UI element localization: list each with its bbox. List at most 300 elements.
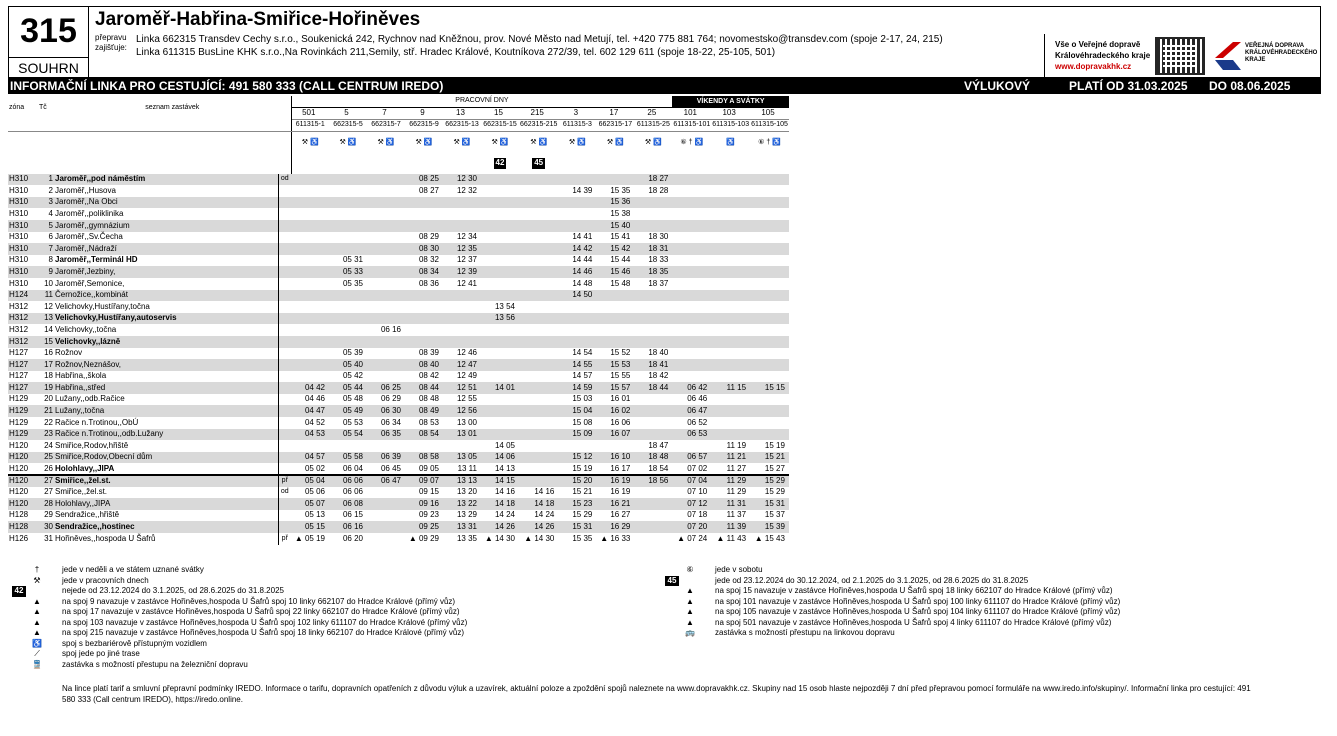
departure-time <box>634 290 672 302</box>
legend-symbol: ⑥ <box>686 565 694 574</box>
zone: H312 <box>8 313 38 325</box>
departure-time: 15 23 <box>558 498 596 510</box>
departure-time: 16 02 <box>596 405 634 417</box>
trip-code: 662315-215 <box>519 120 558 132</box>
stop-index: 1 <box>38 174 54 186</box>
note-box: 45 <box>534 158 544 168</box>
stop-name <box>54 498 278 510</box>
departure-time: 07 18 <box>687 510 708 520</box>
legend-item <box>12 618 467 629</box>
trip-code: 662315-7 <box>367 120 405 132</box>
trip-symbols: ⚒ ♿ <box>644 138 662 146</box>
legend-item <box>12 565 467 576</box>
departure-time: 07 10 <box>687 487 708 497</box>
departure-time <box>750 208 789 220</box>
legend-item <box>12 576 467 587</box>
arr-dep-flag <box>278 521 291 533</box>
departure-time <box>634 498 672 510</box>
trip-note <box>481 154 519 174</box>
departure-time <box>443 324 481 336</box>
departure-time: 05 44 <box>329 382 367 394</box>
arr-dep-flag <box>278 220 291 232</box>
departure-time: 15 42 <box>596 243 634 255</box>
arr-dep-flag <box>278 452 291 464</box>
departure-time <box>291 278 329 290</box>
stop-index: 31 <box>44 533 53 543</box>
departure-time: 04 42 <box>291 382 329 394</box>
table-row <box>8 348 789 360</box>
table-row <box>8 278 789 290</box>
departure-time <box>291 290 329 302</box>
legend-item <box>665 576 1120 587</box>
departure-time <box>367 301 405 313</box>
departure-time <box>750 290 789 302</box>
table-row <box>8 498 789 510</box>
table-row <box>8 440 789 452</box>
departure-time <box>291 371 329 383</box>
arr-dep-flag <box>278 243 291 255</box>
departure-time <box>367 255 405 267</box>
departure-time: 14 48 <box>572 278 593 288</box>
departure-time: 14 57 <box>572 371 593 381</box>
stop-name-text: Smiřice,,žel.st. <box>55 487 108 497</box>
departure-time: 07 04 <box>672 475 711 487</box>
table-row <box>8 174 789 186</box>
departure-time <box>711 197 750 209</box>
departure-time: 08 30 <box>405 243 443 255</box>
stop-name <box>54 232 278 244</box>
stop-index: 18 <box>44 371 53 381</box>
departure-time <box>634 208 672 220</box>
trip-code: 662315-13 <box>443 120 481 132</box>
departure-time: 06 29 <box>380 394 401 404</box>
trip-note <box>558 154 596 174</box>
departure-time <box>711 371 750 383</box>
departure-time <box>519 185 558 197</box>
stop-index: 13 <box>38 313 54 325</box>
arr-dep-flag <box>278 266 291 278</box>
departure-time: 11 37 <box>726 510 747 520</box>
arr-dep-flag <box>278 510 291 522</box>
departure-time: 14 05 <box>494 440 515 450</box>
departure-time: 15 46 <box>596 266 634 278</box>
departure-time: 18 47 <box>648 440 669 450</box>
stop-name-text: Smiřice,Rodov,hřiště <box>55 440 129 450</box>
departure-time <box>291 197 329 209</box>
carrier-label: přepravu zajišťuje: <box>95 33 127 52</box>
departure-time <box>711 208 750 220</box>
departure-time: 16 06 <box>610 417 631 427</box>
departure-time <box>672 359 711 371</box>
departure-time: 08 48 <box>418 394 439 404</box>
departure-time <box>750 278 789 290</box>
departure-time <box>672 220 711 232</box>
qr-code-icon <box>1155 37 1205 75</box>
stop-name-text: Lužany,,točna <box>55 406 105 416</box>
departure-time: ▲ 14 30 <box>484 533 515 543</box>
departure-time: 14 26 <box>481 521 519 533</box>
departure-time: 14 39 <box>572 185 593 195</box>
zone: H120 <box>9 487 29 497</box>
stop-name-text: Račice n.Trotinou,,odb.Lužany <box>55 429 164 439</box>
trip-note <box>329 154 367 174</box>
trip-symbols: ♿ <box>726 138 736 146</box>
departure-time <box>519 255 558 267</box>
legend-text: zastávka s možností přestupu na linkovou dopravu <box>715 628 895 637</box>
departure-time: 12 47 <box>443 359 481 371</box>
legend-item <box>665 628 1120 639</box>
trip-symbols: ⚒ ♿ <box>491 138 509 146</box>
zone: H127 <box>8 359 38 371</box>
stop-name <box>54 394 278 406</box>
legend-symbol: ⟋ <box>34 649 40 658</box>
departure-time <box>367 278 405 290</box>
stop-name <box>54 266 278 278</box>
departure-time <box>329 301 367 313</box>
departure-time: 18 48 <box>634 452 672 464</box>
departure-time: 05 06 <box>304 487 325 497</box>
departure-time <box>481 174 519 186</box>
arr-dep-flag: od <box>278 174 291 186</box>
stop-name <box>54 429 278 441</box>
legend-symbol: ▲ <box>33 596 41 606</box>
legend-item <box>665 586 1120 597</box>
legend-item <box>665 565 1120 576</box>
table-row <box>8 266 789 278</box>
stop-index: 14 <box>44 324 53 334</box>
departure-time: 15 35 <box>610 185 631 195</box>
departure-time <box>291 324 329 336</box>
legend-text: spoj jede po jiné trase <box>62 649 140 658</box>
departure-time <box>291 255 329 267</box>
legend-symbol: 🚌 <box>685 628 695 637</box>
departure-time <box>750 324 789 336</box>
departure-time: 06 08 <box>329 498 367 510</box>
arr-dep-flag <box>278 255 291 267</box>
legend-item <box>665 618 1120 629</box>
departure-time: 04 53 <box>291 429 329 441</box>
stop-index: 5 <box>38 220 54 232</box>
stop-index: 19 <box>38 382 54 394</box>
departure-time: 06 06 <box>342 487 363 497</box>
departure-time: 18 54 <box>648 463 669 473</box>
departure-time <box>750 232 789 244</box>
zone: H126 <box>9 533 29 543</box>
table-row <box>8 185 789 197</box>
departure-time <box>519 382 558 394</box>
zone: H310 <box>8 243 38 255</box>
arr-dep-flag <box>278 197 291 209</box>
departure-time <box>672 336 711 348</box>
stop-name-text: Habřina,,střed <box>55 382 106 392</box>
departure-time: 08 36 <box>418 278 439 288</box>
zone: H312 <box>9 301 29 311</box>
departure-time <box>750 220 789 232</box>
legend-item <box>12 607 467 618</box>
trip-number: 105 <box>750 108 789 120</box>
departure-time: 08 44 <box>405 382 443 394</box>
arr-dep-flag <box>278 405 291 417</box>
trip-symbols: ⚒ ♿ <box>530 138 548 146</box>
departure-time: 18 42 <box>648 371 669 381</box>
departure-time: 15 38 <box>610 208 631 218</box>
departure-time: 11 29 <box>711 475 750 487</box>
departure-time <box>329 313 367 325</box>
arr-dep-flag <box>278 232 291 244</box>
departure-time <box>443 336 481 348</box>
departure-time: 14 01 <box>481 382 519 394</box>
departure-time: 15 27 <box>764 463 785 473</box>
zone: H120 <box>9 440 29 450</box>
departure-time <box>558 440 596 452</box>
departure-time <box>481 232 519 244</box>
departure-time: 05 04 <box>291 475 329 487</box>
table-row <box>8 521 789 533</box>
departure-time: 06 16 <box>380 324 401 334</box>
stop-name-text: Jaroměř,,gymnázium <box>55 220 130 230</box>
departure-time <box>672 185 711 197</box>
departure-time <box>672 301 711 313</box>
stop-index: 7 <box>38 243 54 255</box>
departure-time: 15 31 <box>750 498 789 510</box>
arr-dep-flag <box>278 336 291 348</box>
departure-time <box>750 255 789 267</box>
departure-time: 11 31 <box>711 498 750 510</box>
departure-time <box>367 220 405 232</box>
departure-time <box>519 394 558 406</box>
departure-time <box>634 417 672 429</box>
departure-time: 15 12 <box>558 452 596 464</box>
departure-time <box>291 440 329 452</box>
departure-time <box>711 313 750 325</box>
trip-number: 9 <box>405 108 443 120</box>
departure-time <box>596 336 634 348</box>
zone: H310 <box>9 232 29 242</box>
departure-time: 14 26 <box>519 521 558 533</box>
stop-name <box>54 197 278 209</box>
legend-text: spoj s bezbariérově přístupným vozidlem <box>62 638 207 648</box>
stop-name <box>54 475 278 487</box>
stop-name-text: Jaroměř,,poliklinika <box>55 208 124 218</box>
summary-label: SOUHRN <box>9 57 89 78</box>
departure-time <box>443 208 481 220</box>
line-number: 315 <box>9 7 89 57</box>
zone: H310 <box>8 197 38 209</box>
departure-time <box>711 290 750 302</box>
departure-time <box>596 324 634 336</box>
departure-time <box>481 429 519 441</box>
departure-time <box>519 405 558 417</box>
trip-symbols: ⚒ ♿ <box>606 138 624 146</box>
trip-symbols: ⑥ † ♿ <box>758 138 781 146</box>
departure-time: 16 21 <box>596 498 634 510</box>
stop-name-text: Holohlavy,,JIPA <box>55 463 115 473</box>
departure-time: 15 09 <box>558 429 596 441</box>
departure-time <box>634 336 672 348</box>
departure-time <box>672 232 711 244</box>
departure-time: 15 39 <box>750 521 789 533</box>
stop-name-text: Jaroměř,,Husova <box>55 185 116 195</box>
zone: H127 <box>8 382 38 394</box>
legend-text: jede od 23.12.2024 do 30.12.2024, od 2.1.2025 do 3.1.2025, od 28.6.2025 do 31.8.2025 <box>715 575 1029 585</box>
table-row <box>8 394 789 406</box>
departure-time: 04 57 <box>291 452 329 464</box>
arr-dep-flag <box>278 440 291 452</box>
table-row <box>8 255 789 267</box>
legend-text: na spoj 501 navazuje v zastávce Hořiněves,hospoda U Šafrů spoj 4 linky 611107 do Hradce Králové (přímý vůz) <box>715 617 1112 627</box>
departure-time <box>672 174 711 186</box>
departure-time <box>711 174 750 186</box>
legend-text: jede v sobotu <box>715 565 763 574</box>
departure-time: 05 54 <box>329 429 367 441</box>
departure-time: 13 22 <box>443 498 481 510</box>
legend-text: na spoj 105 navazuje v zastávce Hořiněves,hospoda U Šafrů spoj 104 linky 611107 do Hradce Králové (přímý vůz) <box>715 607 1121 616</box>
departure-time: 18 30 <box>648 232 669 242</box>
logo-line-3: KRAJE <box>1245 57 1266 63</box>
table-row <box>8 533 789 545</box>
legend-text: na spoj 101 navazuje v zastávce Hořiněves,hospoda U Šafrů spoj 100 linky 611107 do Hradce Králové (přímý vůz) <box>715 596 1121 606</box>
departure-time: 05 40 <box>329 359 367 371</box>
departure-time: 12 30 <box>443 174 481 186</box>
stop-name <box>54 405 278 417</box>
departure-time: 07 02 <box>687 463 708 473</box>
stop-index: 20 <box>44 394 53 404</box>
table-row <box>8 313 789 325</box>
departure-time <box>519 417 558 429</box>
departure-time: 18 28 <box>648 185 669 195</box>
stop-name-text: Sendražice,,hostinec <box>55 522 135 531</box>
trip-number: 5 <box>329 108 367 120</box>
stop-name-text: Jaroměř,,pod náměstím <box>55 174 146 184</box>
departure-time: 13 11 <box>457 463 477 473</box>
dopravakhk-logo-icon <box>1213 38 1243 72</box>
trip-symbols: ⚒ ♿ <box>453 138 471 146</box>
departure-time <box>711 266 750 278</box>
departure-time <box>634 521 672 533</box>
stop-name <box>54 255 278 267</box>
stop-name-text: Jaroměř,,Na Obci <box>55 197 118 207</box>
departure-time <box>558 324 596 336</box>
departure-time <box>481 394 519 406</box>
departure-time: ▲ 05 19 <box>294 533 325 543</box>
departure-time: 05 58 <box>329 452 367 464</box>
operators <box>136 33 943 59</box>
departure-time <box>443 313 481 325</box>
departure-time <box>750 197 789 209</box>
stop-index: 23 <box>38 429 54 441</box>
arr-dep-flag <box>278 417 291 429</box>
departure-time: 08 58 <box>405 452 443 464</box>
departure-time <box>596 290 634 302</box>
stop-index: 15 <box>38 336 54 348</box>
stop-index: 28 <box>38 498 54 510</box>
departure-time <box>558 313 596 325</box>
departure-time <box>519 371 558 383</box>
legend-item <box>12 649 467 660</box>
departure-time <box>329 336 367 348</box>
weekends-header: VÍKENDY A SVÁTKY <box>672 96 789 108</box>
departure-time <box>672 243 711 255</box>
iredo-box <box>1044 34 1322 78</box>
departure-time: 14 18 <box>481 498 519 510</box>
departure-time: 14 59 <box>558 382 596 394</box>
zone-header: zóna <box>9 103 25 111</box>
departure-time <box>634 324 672 336</box>
departure-time <box>519 278 558 290</box>
departure-time <box>750 359 789 371</box>
departure-time <box>291 336 329 348</box>
departure-time: 14 42 <box>558 243 596 255</box>
departure-time <box>519 197 558 209</box>
stop-name-text: Hořiněves,,hospoda U Šafrů <box>55 533 156 543</box>
tc-header: Tč <box>39 103 47 111</box>
legend-text: nejede od 23.12.2024 do 3.1.2025, od 28.6.2025 do 31.8.2025 <box>62 586 284 595</box>
stop-name-text: Velichovky,Hustířany,točna <box>55 301 150 311</box>
departure-time: 06 35 <box>367 429 405 441</box>
departure-time: 08 34 <box>405 266 443 278</box>
departure-time: 06 47 <box>367 475 405 487</box>
legend-text: jede v pracovních dnech <box>62 575 149 585</box>
iredo-url-link[interactable]: www.dopravakhk.cz <box>1055 62 1132 71</box>
departure-time <box>367 290 405 302</box>
departure-time: ▲ 14 30 <box>524 533 555 543</box>
departure-time <box>558 174 596 186</box>
departure-time <box>750 394 789 406</box>
logo-text <box>1245 43 1317 64</box>
departure-time <box>634 394 672 406</box>
departure-time <box>711 348 750 360</box>
table-row <box>8 197 789 209</box>
stop-index: 30 <box>38 521 54 533</box>
departure-time <box>481 371 519 383</box>
departure-time: 15 57 <box>596 382 634 394</box>
footer-note: Na lince platí tarif a smluvní přepravní podmínky IREDO. Informace o tarifu, dopravních opatřeních z důvodu výluk a uzavírek, aktuální poloze a zpoždění spojů naleznete na www.dopravakhk.cz. Skupiny nad 15 osob hlaste nejpozději 7 dní před přepravou pomocí formuláře na www.iredo.info/skupiny/. Informační linka pro cestující: 491 580 333 (Call centrum IREDO), https://iredo.online. <box>62 684 1251 704</box>
stop-name-text: Holohlavy,,JIPA <box>55 498 111 508</box>
departure-time: 12 37 <box>456 255 477 265</box>
departure-time: 11 21 <box>711 452 750 464</box>
valid-from: PLATÍ OD 31.03.2025 <box>1069 79 1188 93</box>
departure-time: 15 55 <box>610 371 631 381</box>
legend-text: zastávka s možností přestupu na železniční dopravu <box>62 659 248 669</box>
stop-name <box>54 463 278 475</box>
stop-name-text: Smiřice,,žel.st. <box>55 476 111 486</box>
trip-symbols: ⚒ ♿ <box>568 138 586 146</box>
legend-item <box>665 607 1120 618</box>
stop-name-text: Rožnov,Neznášov, <box>55 359 121 369</box>
departure-time: 06 47 <box>672 405 711 417</box>
arr-dep-flag: od <box>280 488 289 496</box>
departure-time <box>711 243 750 255</box>
trip-symbols: ⚒ ♿ <box>415 138 433 146</box>
departure-time <box>367 371 405 383</box>
departure-time <box>672 348 711 360</box>
trip-number: 25 <box>634 108 672 120</box>
departure-time: 15 03 <box>572 394 593 404</box>
departure-time <box>519 348 558 360</box>
departure-time: 14 15 <box>481 475 519 487</box>
departure-time <box>481 243 519 255</box>
departure-time <box>291 243 329 255</box>
zone: H120 <box>8 498 38 510</box>
departure-time <box>750 336 789 348</box>
departure-time <box>672 255 711 267</box>
departure-time <box>634 533 672 545</box>
departure-time <box>367 521 405 533</box>
stop-index: 12 <box>44 301 53 311</box>
arr-dep-flag <box>278 278 291 290</box>
departure-time: 14 16 <box>534 487 555 497</box>
departure-time: 18 35 <box>634 266 672 278</box>
